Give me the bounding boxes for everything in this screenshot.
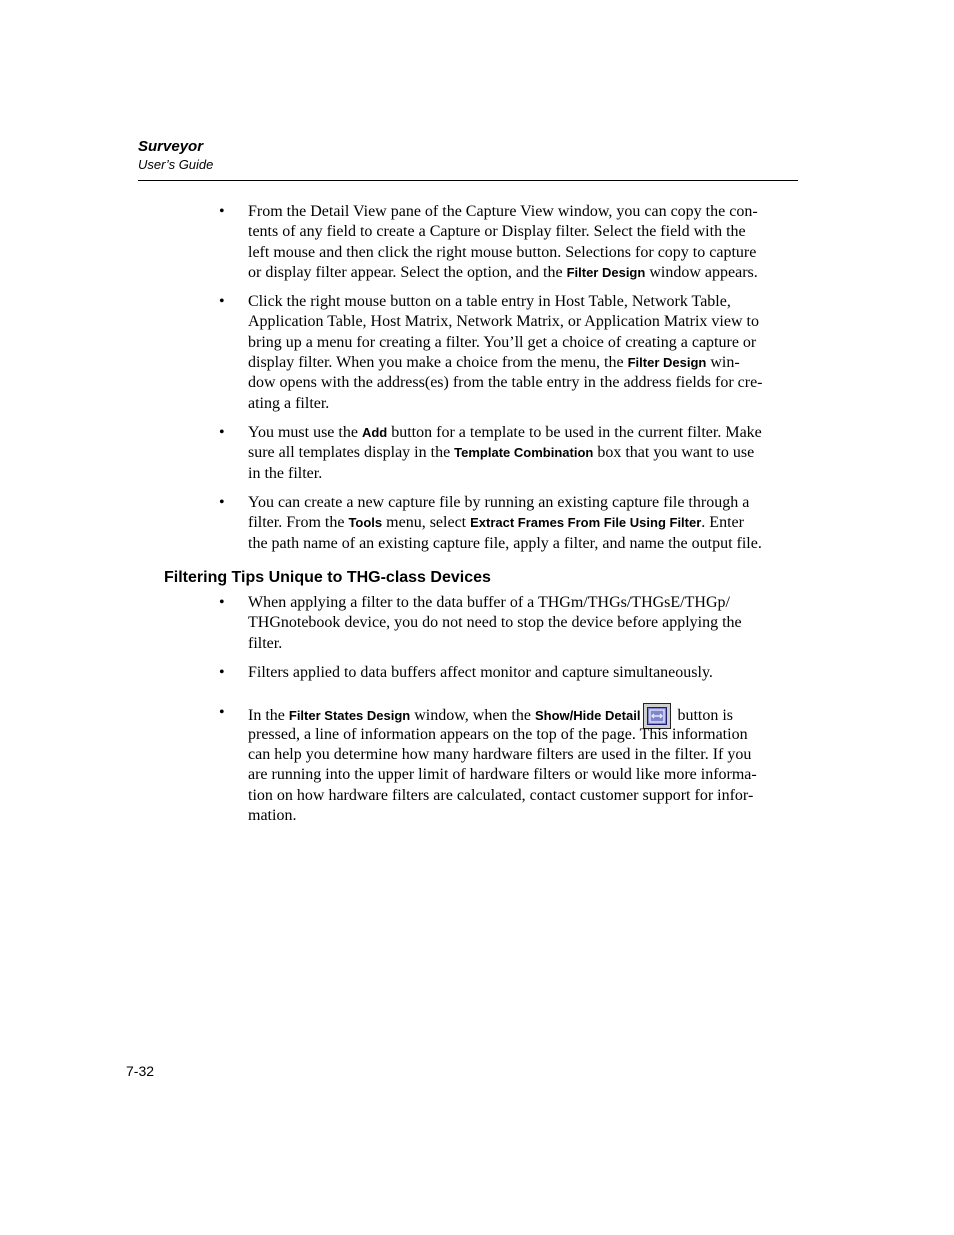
text-line: left mouse and then click the right mouse button. Selections for copy to capture: [248, 243, 757, 261]
bullet-glyph: •: [219, 494, 225, 511]
text-line: dow opens with the address(es) from the table entry in the address fields for cre-: [248, 374, 763, 392]
bullet-glyph: •: [219, 293, 225, 310]
text-line: THGnotebook device, you do not need to stop the device before applying the: [248, 614, 742, 632]
bullet-glyph: •: [219, 424, 225, 441]
ui-term-filter-states-design: Filter States Design: [288, 708, 411, 723]
text-line: You must use the Add button for a template to be used in the current filter. Make: [248, 424, 762, 441]
text-line: ating a filter.: [248, 394, 330, 412]
ui-term-filter-design: Filter Design: [566, 264, 646, 280]
text-line: mation.: [248, 807, 297, 824]
text-line: filter.: [248, 634, 283, 652]
text-line: are running into the upper limit of hardware filters or would like more informa-: [248, 766, 757, 784]
text-line: can help you determine how many hardware filters are used in the filter. If you: [248, 746, 752, 764]
text-line: tion on how hardware filters are calculated, contact customer support for infor-: [248, 786, 754, 804]
running-header: [138, 138, 798, 173]
text-line: bring up a menu for creating a filter. You’ll get a choice of creating a capture or: [248, 333, 757, 351]
bullet-glyph: •: [219, 704, 225, 721]
text-line: or display filter appear. Select the option, and the Filter Design window appears.: [248, 263, 758, 281]
header-rule: [138, 180, 798, 181]
ui-term-tools: Tools: [348, 515, 383, 531]
text-line: In the Filter States Design window, when the Show/Hide Detail button is: [248, 703, 733, 729]
text-line: pressed, a line of information appears on the top of the page. This information: [248, 725, 748, 743]
text-line: filter. From the Tools menu, select Extract Frames From File Using Filter. Enter: [248, 514, 744, 532]
text-line: When applying a filter to the data buffer of a THGm/THGs/THGsE/THGp/: [248, 594, 730, 611]
page-number: 7-32: [126, 1063, 155, 1079]
ui-term-add: Add: [361, 425, 388, 440]
ui-term-filter-design: Filter Design: [627, 354, 707, 370]
section-heading: Filtering Tips Unique to THG-class Devices: [164, 569, 491, 586]
ui-term-show-hide-detail: Show/Hide Detail: [534, 708, 641, 723]
header-title: Surveyor: [138, 138, 204, 155]
text-line: in the filter.: [248, 464, 323, 482]
ui-term-extract-frames: Extract Frames From File Using Filter: [470, 515, 702, 531]
text-line: Application Table, Host Matrix, Network Matrix, or Application Matrix view to: [248, 313, 759, 331]
text-line: From the Detail View pane of the Capture View window, you can copy the con-: [248, 203, 758, 220]
bullet-glyph: •: [219, 664, 225, 681]
text-line: Click the right mouse button on a table entry in Host Table, Network Table,: [248, 293, 731, 310]
text-line: the path name of an existing capture file, apply a filter, and name the output file.: [248, 534, 762, 552]
text-line: display filter. When you make a choice from the menu, the Filter Design win-: [248, 353, 740, 371]
text-line: Filters applied to data buffers affect monitor and capture simultaneously.: [248, 664, 713, 681]
ui-term-template-combination: Template Combination: [454, 445, 594, 461]
bullet-glyph: •: [219, 203, 225, 220]
header-subtitle: User’s Guide: [138, 157, 214, 172]
bullet-glyph: •: [219, 594, 225, 611]
text-line: sure all templates display in the Template Combination box that you want to use: [248, 444, 755, 462]
text-line: tents of any field to create a Capture or Display filter. Select the field with the: [248, 223, 746, 241]
text-line: You can create a new capture file by running an existing capture file through a: [248, 494, 750, 511]
